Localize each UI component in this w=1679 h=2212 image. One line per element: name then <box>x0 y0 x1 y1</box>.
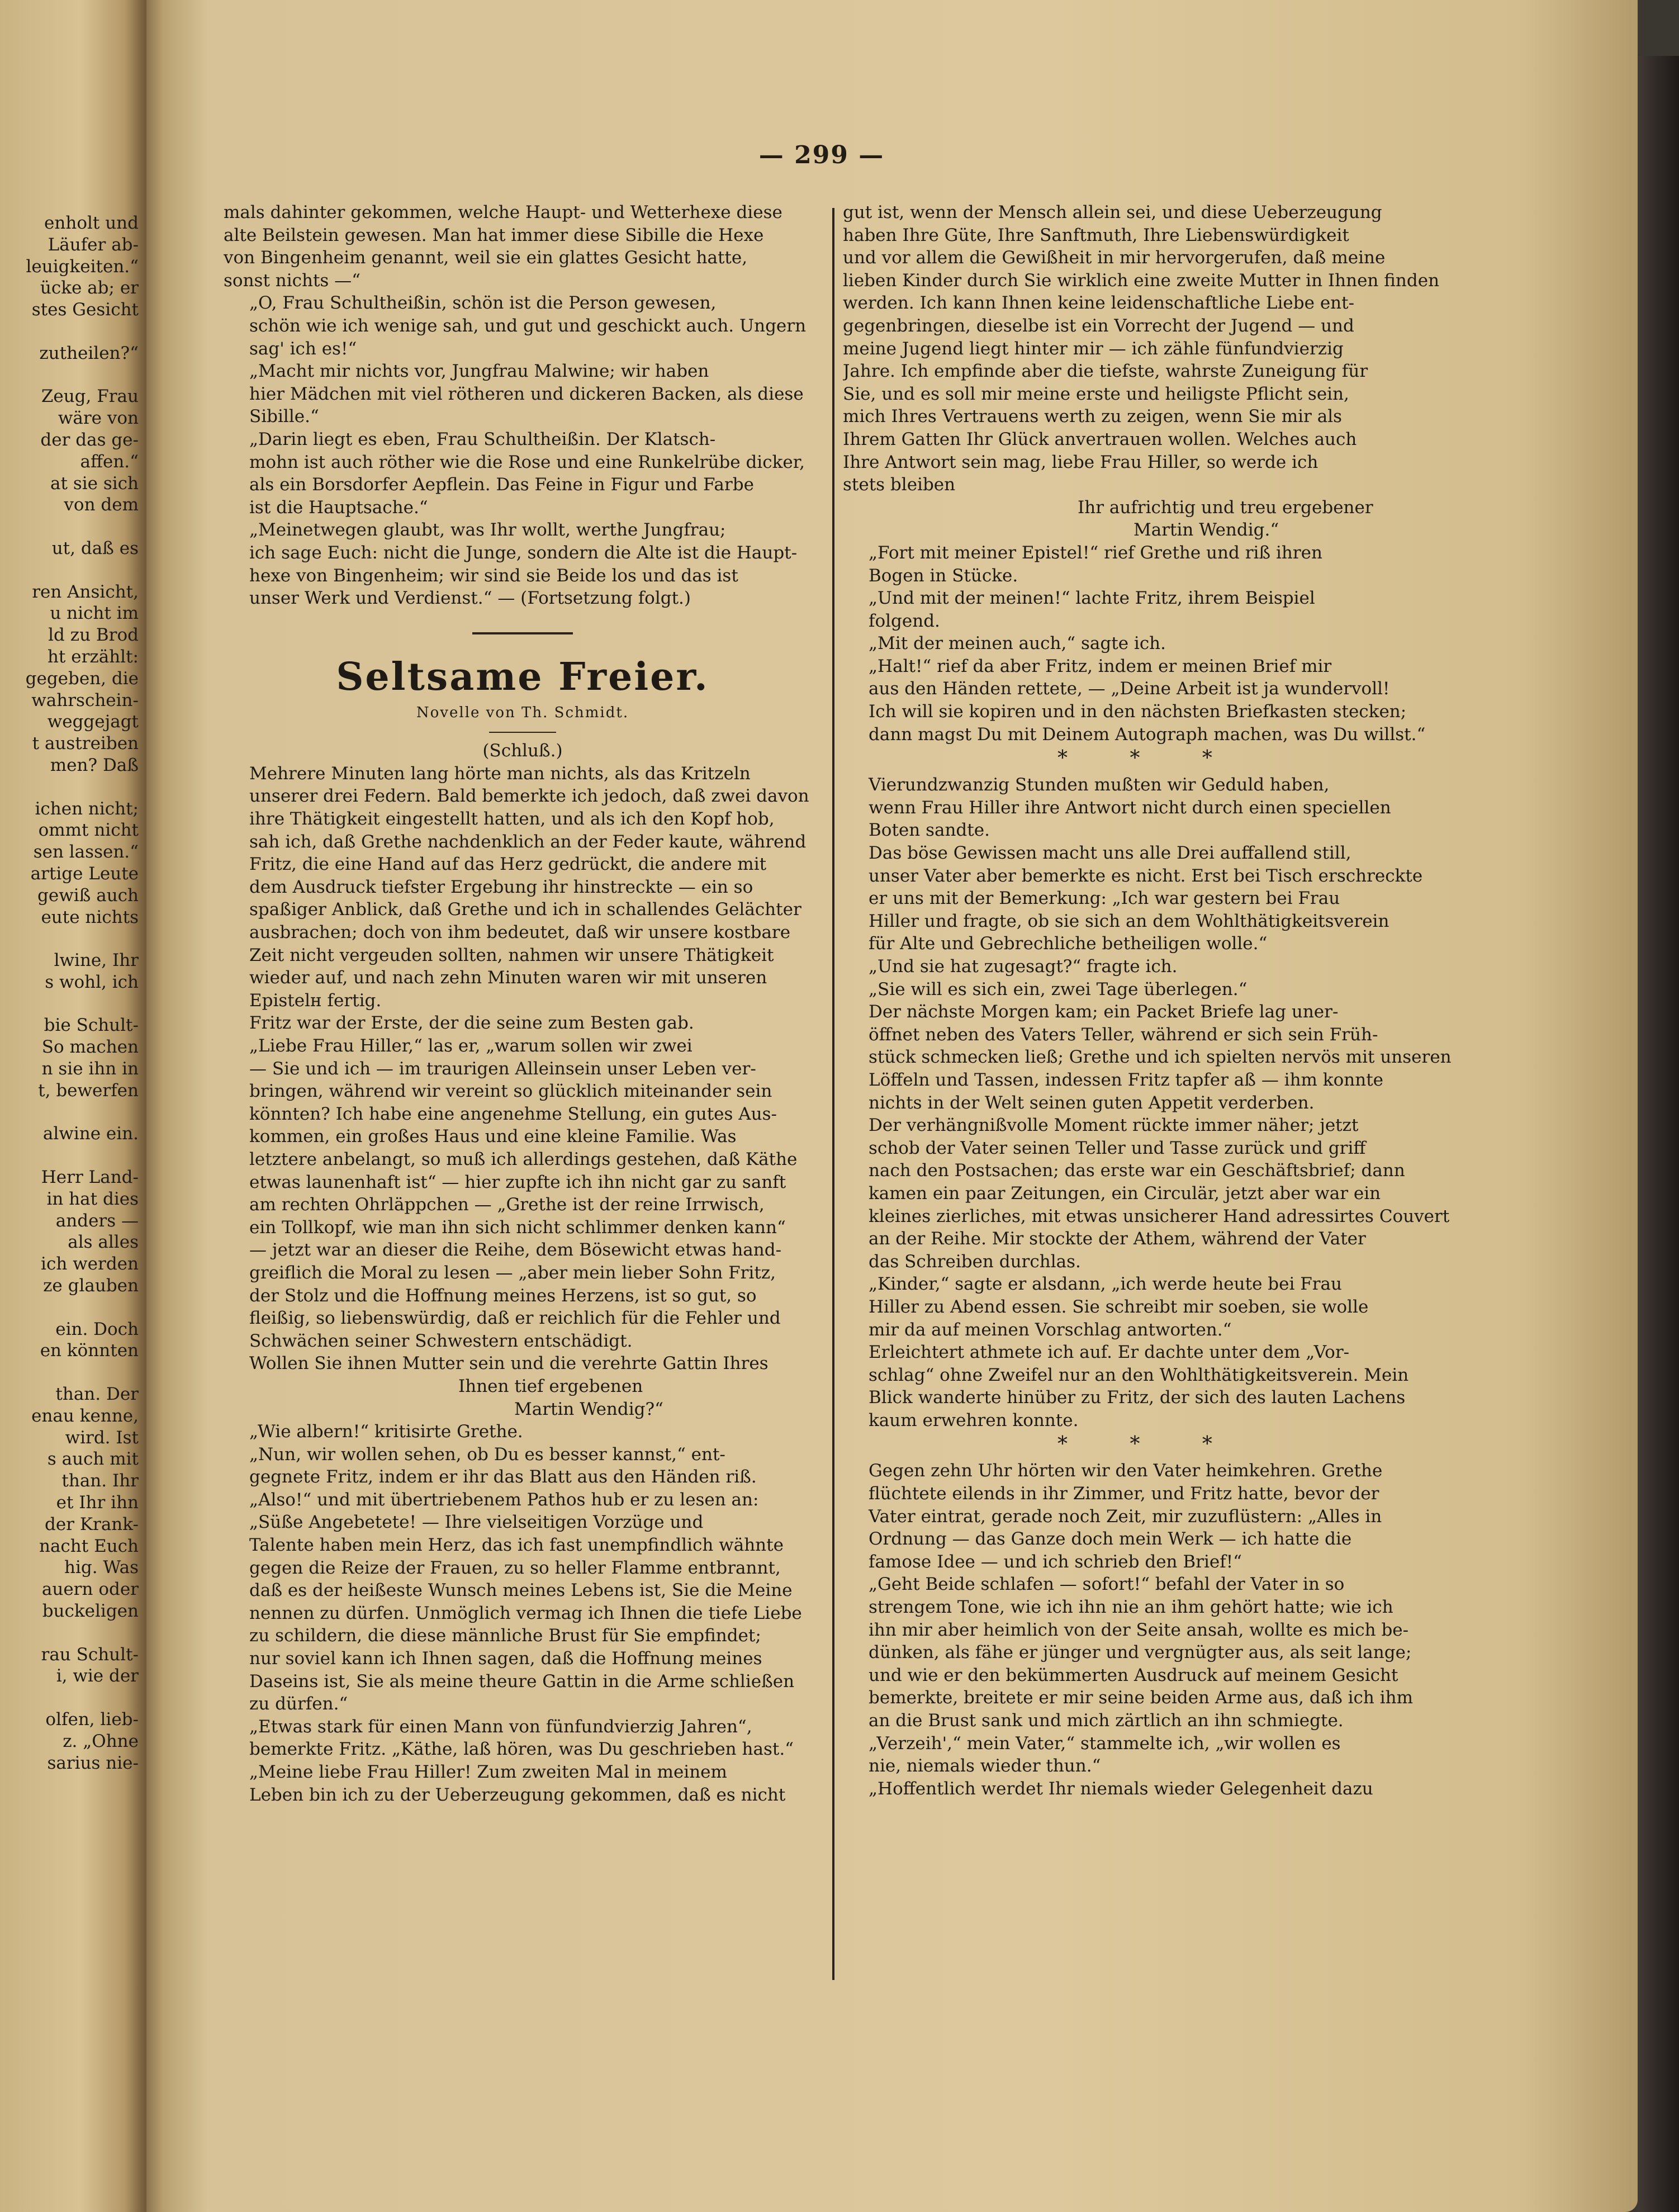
fragment-line: gegeben, die <box>25 668 139 689</box>
text-line: nennen zu dürfen. Unmöglich vermag ich Ihnen die tiefe Liebe <box>249 1603 802 1623</box>
fragment-line: ren Ansicht, <box>32 581 139 602</box>
text-line: Mehrere Minuten lang hörte man nichts, als das Kritzeln <box>249 763 751 784</box>
fragment-line <box>0 516 146 538</box>
text-line: etwas launenhaft ist“ — hier zupfte ich ihn nicht gar zu sanft <box>249 1172 786 1192</box>
left-page <box>0 0 146 2212</box>
text-line: Das böse Gewissen macht uns alle Drei auffallend still, <box>869 843 1351 864</box>
text-line: Vater eintrat, gerade noch Zeit, mir zuzuflüstern: „Alles in <box>869 1506 1382 1527</box>
fragment-line: en könnten <box>40 1341 139 1361</box>
text-line: Talente haben mein Herz, das ich fast unempfindlich wähnte <box>249 1535 784 1556</box>
paragraph <box>224 1716 822 1761</box>
text-line: für Alte und Gebrechliche betheiligen wolle.“ <box>869 934 1268 954</box>
text-line: stück schmecken ließ; Grethe und ich spielten nervös mit unseren <box>869 1047 1452 1068</box>
paragraph <box>843 1573 1455 1732</box>
fragment-line: der das ge- <box>40 429 139 450</box>
text-line: alte Beilstein gewesen. Man hat immer diese Sibille die Hexe <box>224 225 764 245</box>
text-line: „Macht mir nichts vor, Jungfrau Malwine; wir haben <box>249 361 709 382</box>
text-line: nach den Postsachen; das erste war ein Geschäftsbrief; dann <box>869 1161 1405 1181</box>
text-line: ich sage Euch: nicht die Junge, sondern die Alte ist die Haupt- <box>249 542 798 563</box>
text-line: Der verhängnißvolle Moment rückte immer näher; jetzt <box>869 1115 1359 1136</box>
fragment-line: So machen <box>41 1037 139 1058</box>
text-line: zu schildern, die diese männliche Brust für Sie empfindet; <box>249 1626 761 1646</box>
paragraph <box>843 1001 1455 1114</box>
paragraph <box>843 774 1455 842</box>
text-line: am rechten Ohrläppchen — „Grethe ist der reine Irrwisch, <box>249 1195 765 1215</box>
text-line: Fritz war der Erste, der die seine zum Besten gab. <box>249 1013 694 1034</box>
text-line: Jahre. Ich empfinde aber die tiefste, wahrste Zuneigung für <box>843 361 1368 382</box>
fragment-line <box>0 928 146 950</box>
fragment-line: wäre von <box>58 408 139 429</box>
paragraph <box>224 1443 822 1512</box>
paragraph <box>224 292 822 360</box>
text-line: das Schreiben durchlas. <box>869 1251 1081 1272</box>
text-line: folgend. <box>869 610 940 631</box>
signature-name: Martin Wendig.“ <box>1133 520 1279 541</box>
text-line: fleißig, so liebenswürdig, daß er reichlich für die Fehler und <box>249 1308 781 1329</box>
text-line: ausbrachen; doch von ihm bedeutet, daß wir unsere kostbare <box>249 922 791 943</box>
text-line: kommen, ein großes Haus und eine kleine Familie. Was <box>249 1126 737 1147</box>
fragment-line <box>0 560 146 581</box>
text-line: „O, Frau Schultheißin, schön ist die Person gewesen, <box>249 293 717 314</box>
fragment-line: enholt und <box>44 213 139 233</box>
fragment-line: et Ihr ihn <box>56 1493 139 1513</box>
paragraph <box>843 587 1455 632</box>
text-line: Ordnung — das Ganze doch mein Werk — ich hatte die <box>869 1529 1352 1550</box>
fragment-line <box>0 993 146 1015</box>
section-break-asterisks: * * * <box>1057 1433 1240 1456</box>
paragraph <box>224 762 822 1012</box>
column-divider <box>832 208 834 1980</box>
text-line: „Geht Beide schlafen — sofort!“ befahl der Vater in so <box>869 1574 1345 1595</box>
text-line: gegnete Fritz, indem er ihr das Blatt aus den Händen riß. <box>249 1467 757 1488</box>
text-line: kamen ein paar Zeitungen, ein Circulär, jetzt aber war ein <box>869 1183 1381 1204</box>
text-line: nichts in der Welt seinen guten Appetit verderben. <box>869 1092 1315 1113</box>
text-line: von Bingenheim genannt, weil sie ein glattes Gesicht hatte, <box>224 248 748 268</box>
fragment-line: anders — <box>55 1210 139 1231</box>
text-line: „Also!“ und mit übertriebenem Pathos hub er zu lesen an: <box>249 1489 759 1510</box>
fragment-line: u nicht im <box>50 603 139 624</box>
text-line: ihre Thätigkeit eingestellt hatten, und als ich den Kopf hob, <box>249 809 775 830</box>
paragraph <box>224 428 822 519</box>
paragraph <box>843 201 1455 496</box>
text-line: flüchtete eilends in ihr Zimmer, und Fritz hatte, bevor der <box>869 1484 1379 1504</box>
text-line: Fritz, die eine Hand auf das Herz gedrückt, die andere mit <box>249 854 767 875</box>
text-line: „Etwas stark für einen Mann von fünfundvierzig Jahren“, <box>249 1716 752 1737</box>
text-line: „Hoffentlich werdet Ihr niemals wieder Gelegenheit dazu <box>869 1778 1373 1799</box>
paragraph <box>224 1352 822 1375</box>
text-line: dann magst Du mit Deinem Autograph machen, was Du willst.“ <box>869 724 1426 745</box>
paragraph <box>843 655 1455 746</box>
text-line: unserer drei Federn. Bald bemerkte ich jedoch, daß zwei davon <box>249 786 809 807</box>
left-page-text <box>0 212 146 1774</box>
text-line: Wollen Sie ihnen Mutter sein und die verehrte Gattin Ihres <box>249 1353 769 1374</box>
section-break-asterisks: * * * <box>1057 747 1240 770</box>
signature-line: Ihr aufrichtig und treu ergebener <box>1078 497 1373 518</box>
text-line: meine Jugend liegt hinter mir — ich zähle fünfundvierzig <box>843 338 1344 359</box>
fragment-line: alwine ein. <box>42 1124 139 1144</box>
text-line: der Stolz und die Hoffnung meines Herzens, ist so gut, so <box>249 1285 757 1306</box>
fragment-line: enau kenne, <box>31 1405 139 1426</box>
text-line: „Halt!“ rief da aber Fritz, indem er meinen Brief mir <box>869 656 1332 676</box>
fragment-line: at sie sich <box>50 473 139 494</box>
text-line: bringen, während wir vereint so glücklich miteinander sein <box>249 1081 772 1102</box>
fragment-line: rau Schult- <box>41 1644 139 1665</box>
text-line: öffnet neben des Vaters Teller, während er sich sein Früh- <box>869 1024 1378 1045</box>
signature-line: Ihnen tief ergebenen <box>458 1376 643 1396</box>
paragraph <box>843 842 1455 955</box>
text-line: bemerkte, breitete er mir seine beiden Arme aus, daß ich ihm <box>869 1688 1414 1708</box>
text-line: lieben Kinder durch Sie wirklich eine zweite Mutter in Ihnen finden <box>843 270 1440 291</box>
fragment-line: stes Gesicht <box>31 300 139 320</box>
section-separator <box>472 632 573 634</box>
fragment-line: in hat dies <box>46 1188 139 1209</box>
text-line: mals dahinter gekommen, welche Haupt- und Wetterhexe diese <box>224 202 782 222</box>
text-line: greiflich die Moral zu lesen — „aber mein lieber Sohn Fritz, <box>249 1262 776 1283</box>
column-left <box>224 201 822 1806</box>
paragraph <box>843 1341 1455 1432</box>
text-line: „Nun, wir wollen sehen, ob Du es besser kannst,“ ent- <box>249 1444 725 1465</box>
paragraph <box>843 1273 1455 1341</box>
fragment-line <box>0 1622 146 1644</box>
text-line: Gegen zehn Uhr hörten wir den Vater heimkehren. Grethe <box>869 1461 1383 1481</box>
text-line: ist die Hauptsache.“ <box>249 497 428 518</box>
text-line: famose Idee — und ich schrieb den Brief!“ <box>869 1551 1242 1572</box>
text-line: Epistelн fertig. <box>249 990 382 1011</box>
paragraph <box>224 1035 822 1352</box>
text-line: „Mit der meinen auch,“ sagte ich. <box>869 633 1166 654</box>
fragment-line: t, bewerfen <box>38 1080 139 1101</box>
paragraph <box>843 1460 1455 1573</box>
text-line: Der nächste Morgen kam; ein Packet Briefe lag uner- <box>869 1002 1339 1022</box>
fragment-line: eute nichts <box>41 907 139 927</box>
text-line: Hiller und fragte, ob sie sich an dem Wohlthätigkeitsverein <box>869 911 1389 931</box>
text-line: „Kinder,“ sagte er alsdann, „ich werde heute bei Frau <box>869 1274 1343 1295</box>
text-line: schlag“ ohne Zweifel nur an den Wohlthätigkeitsverein. Mein <box>869 1365 1409 1385</box>
text-line: wieder auf, und nach zehn Minuten waren wir mit unseren <box>249 968 767 988</box>
fragment-line: ut, daß es <box>51 538 139 558</box>
paragraph <box>224 1012 822 1035</box>
text-line: mohn ist auch röther wie die Rose und eine Runkelrübe dicker, <box>249 452 805 472</box>
fragment-line: i, wie der <box>56 1666 139 1687</box>
fragment-line: wahrschein- <box>31 690 139 711</box>
text-line: unser Werk und Verdienst.“ — (Fortsetzung folgt.) <box>249 588 691 609</box>
fragment-line <box>0 776 146 798</box>
fragment-line: der Krank- <box>44 1514 139 1534</box>
text-line: spaßiger Anblick, daß Grethe und ich in schallendes Gelächter <box>249 899 801 920</box>
fragment-line: weggejagt <box>47 712 139 732</box>
fragment-line: affen.“ <box>80 451 139 472</box>
fragment-line: than. Der <box>55 1384 139 1405</box>
fragment-line: von dem <box>64 495 139 515</box>
fragment-line: Läufer ab- <box>48 234 139 255</box>
byline-rule <box>489 732 556 733</box>
fragment-line: hig. Was <box>64 1557 139 1578</box>
text-line: schob der Vater seinen Teller und Tasse zurück und griff <box>869 1138 1366 1158</box>
text-line: strengem Tone, wie ich ihn nie an ihm gehört hatte; wie ich <box>869 1597 1393 1618</box>
text-line: schön wie ich wenige sah, und gut und geschickt auch. Ungern <box>249 315 807 336</box>
text-line: nie, niemals wieder thun.“ <box>869 1756 1101 1777</box>
text-line: Hiller zu Abend essen. Sie schreibt mir soeben, sie wolle <box>869 1296 1369 1317</box>
text-line: stets bleiben <box>843 475 956 495</box>
text-line: „Wie albern!“ kritisirte Grethe. <box>249 1422 523 1442</box>
text-line: Sie, und es soll mir meine erste und heiligste Pflicht sein, <box>843 383 1349 404</box>
text-line: haben Ihre Güte, Ihre Sanftmuth, Ihre Liebenswürdigkeit <box>843 225 1349 245</box>
paragraph <box>843 542 1455 587</box>
text-line: Leben bin ich zu der Ueberzeugung gekommen, daß es nicht <box>249 1784 786 1805</box>
text-line: mir da auf meinen Vorschlag antworten.“ <box>869 1319 1232 1340</box>
fragment-line: als alles <box>68 1232 139 1253</box>
column-right <box>843 201 1455 1800</box>
fragment-line: leuigkeiten.“ <box>26 256 139 277</box>
text-line: mich Ihres Vertrauens werth zu zeigen, wenn Sie mir als <box>843 406 1343 427</box>
text-line: Vierundzwanzig Stunden mußten wir Geduld haben, <box>869 775 1330 795</box>
text-line: „Verzeih',“ mein Vater,“ stammelte ich, „wir wollen es <box>869 1733 1341 1754</box>
text-line: „Sie will es sich ein, zwei Tage überlegen.“ <box>869 979 1248 1000</box>
text-line: ein Tollkopf, wie man ihn sich nicht schlimmer denken kann“ <box>249 1217 786 1238</box>
fragment-line: ücke ab; er <box>40 278 139 299</box>
text-line: dem Ausdruck tiefster Ergebung ihr hinstreckte — ein so <box>249 877 753 897</box>
text-line: hexe von Bingenheim; wir sind sie Beide los und das ist <box>249 565 738 586</box>
text-line: daß es der heißeste Wunsch meines Lebens ist, Sie die Meine <box>249 1580 793 1601</box>
fragment-line: artige Leute <box>30 863 139 884</box>
story-title: Seltsame Freier. <box>336 654 709 699</box>
text-line: sag' ich es!“ <box>249 338 357 359</box>
text-line: „Meinetwegen glaubt, was Ihr wollt, werthe Jungfrau; <box>249 520 726 541</box>
fragment-line: t austreiben <box>32 733 139 754</box>
paragraph <box>843 1778 1455 1801</box>
fragment-line: ichen nicht; <box>35 798 139 819</box>
text-line: „Darin liegt es eben, Frau Schultheißin. Der Klatsch- <box>249 429 716 449</box>
fragment-line: bie Schult- <box>44 1015 139 1036</box>
text-line: Sibille.“ <box>249 406 319 427</box>
paragraph <box>224 519 822 609</box>
text-line: „Und mit der meinen!“ lachte Fritz, ihrem Beispiel <box>869 588 1315 609</box>
text-line: „Meine liebe Frau Hiller! Zum zweiten Mal in meinem <box>249 1762 727 1782</box>
text-line: ihn mir aber heimlich von der Seite ansah, wollte es mich be- <box>869 1619 1409 1640</box>
story-byline: Novelle von Th. Schmidt. <box>416 704 629 721</box>
fragment-line: ld zu Brod <box>48 625 139 646</box>
text-line: bemerkte Fritz. „Käthe, laß hören, was Du geschrieben hast.“ <box>249 1739 794 1760</box>
text-line: wenn Frau Hiller ihre Antwort nicht durch einen speciellen <box>869 797 1391 818</box>
text-line: nur soviel kann ich Ihnen sagen, daß die Hoffnung meines <box>249 1649 762 1669</box>
text-line: gegen die Reize der Frauen, zu so heller Flamme entbrannt, <box>249 1557 781 1578</box>
text-line: kaum erwehren konnte. <box>869 1410 1079 1431</box>
fragment-line <box>0 321 146 343</box>
fragment-line: than. Ihr <box>61 1471 139 1491</box>
fragment-line <box>0 364 146 386</box>
paragraph <box>224 201 822 292</box>
text-line: „Süße Angebetete! — Ihre vielseitigen Vorzüge und <box>249 1512 704 1533</box>
fragment-line: wird. Ist <box>65 1427 139 1448</box>
fragment-line: s wohl, ich <box>45 972 139 992</box>
text-line: und vor allem die Gewißheit in mir hervorgerufen, daß meine <box>843 248 1386 268</box>
text-line: er uns mit der Bemerkung: „Ich war gestern bei Frau <box>869 888 1340 909</box>
page-number: — 299 — <box>758 141 885 169</box>
text-line: unser Vater aber bemerkte es nicht. Erst bei Tisch erschreckte <box>869 865 1423 886</box>
fragment-line: z. „Ohne <box>63 1731 139 1751</box>
text-line: und wie er den bekümmerten Ausdruck auf meinem Gesicht <box>869 1665 1398 1685</box>
text-line: gut ist, wenn der Mensch allein sei, und diese Ueberzeugung <box>843 202 1382 222</box>
text-line: Ihrem Gatten Ihr Glück anvertrauen wollen. Welches auch <box>843 429 1357 449</box>
fragment-line: ommt nicht <box>38 820 139 841</box>
text-line: Boten sandte. <box>869 820 990 841</box>
text-line: aus den Händen rettete, — „Deine Arbeit ist ja wundervoll! <box>869 679 1390 699</box>
text-line: gegenbringen, dieselbe ist ein Vorrecht der Jugend — und <box>843 315 1354 336</box>
text-line: Daseins ist, Sie als meine theure Gattin in die Arme schließen <box>249 1671 795 1692</box>
text-line: Schwächen seiner Schwestern entschädigt. <box>249 1330 633 1351</box>
text-line: als ein Borsdorfer Aepflein. Das Feine in Figur und Farbe <box>249 475 754 495</box>
text-line: kleines zierliches, mit etwas unsicherer Hand adressirtes Couvert <box>869 1206 1450 1226</box>
text-line: — jetzt war an dieser die Reihe, dem Bösewicht etwas hand- <box>249 1240 782 1261</box>
text-line: werden. Ich kann Ihnen keine leidenschaftliche Liebe ent- <box>843 293 1355 314</box>
paragraph <box>224 1511 822 1715</box>
fragment-line <box>0 1687 146 1709</box>
paragraph <box>843 955 1455 978</box>
fragment-line <box>0 1102 146 1124</box>
fragment-line <box>0 1145 146 1167</box>
fragment-line: auern oder <box>41 1579 139 1600</box>
fragment-line: ze glauben <box>43 1276 139 1296</box>
paragraph <box>843 1732 1455 1778</box>
conclusion-note: (Schluß.) <box>482 741 563 761</box>
fragment-line <box>0 1297 146 1319</box>
text-line: Bogen in Stücke. <box>869 565 1018 586</box>
paragraph <box>843 1114 1455 1273</box>
fragment-line: sarius nie- <box>47 1752 139 1773</box>
fragment-line: nacht Euch <box>39 1536 139 1556</box>
text-line: sonst nichts —“ <box>224 270 361 291</box>
fragment-line: sen lassen.“ <box>33 842 139 863</box>
text-line: Ich will sie kopiren und in den nächsten Briefkasten stecken; <box>869 702 1407 722</box>
fragment-line: olfen, lieb- <box>45 1709 139 1730</box>
paragraph <box>224 1761 822 1806</box>
text-line: „Und sie hat zugesagt?“ fragte ich. <box>869 956 1178 977</box>
text-line: Zeit nicht vergeuden sollten, nahmen wir unsere Thätigkeit <box>249 945 774 965</box>
fragment-line: gewiß auch <box>37 885 139 906</box>
text-line: Löffeln und Tassen, indessen Fritz tapfer aß — ihm konnte <box>869 1069 1383 1090</box>
text-line: letztere anbelangt, so muß ich allerdings gestehen, daß Käthe <box>249 1149 798 1169</box>
text-line: Ihre Antwort sein mag, liebe Frau Hiller, so werde ich <box>843 452 1318 472</box>
text-line: hier Mädchen mit viel rötheren und dickeren Backen, als diese <box>249 383 804 404</box>
text-line: sah ich, daß Grethe nachdenklich an der Feder kaute, während <box>249 831 807 852</box>
paragraph <box>843 978 1455 1001</box>
text-line: zu dürfen.“ <box>249 1694 348 1714</box>
paragraph <box>843 632 1455 655</box>
text-line: dünken, als fähe er jünger und vergnügter aus, als seit lange; <box>869 1642 1412 1663</box>
text-line: — Sie und ich — im traurigen Alleinsein unser Leben ver- <box>249 1058 756 1079</box>
fragment-line: lwine, Ihr <box>54 950 139 971</box>
text-line: „Liebe Frau Hiller,“ las er, „warum sollen wir zwei <box>249 1036 693 1056</box>
text-line: „Fort mit meiner Epistel!“ rief Grethe und riß ihren <box>869 542 1322 563</box>
fragment-line <box>0 1362 146 1384</box>
fragment-line: ein. Doch <box>55 1319 139 1339</box>
fragment-line: ich werden <box>41 1254 139 1275</box>
paragraph <box>224 360 822 428</box>
fragment-line: zutheilen?“ <box>39 343 139 363</box>
text-line: könnten? Ich habe eine angenehme Stellung, ein gutes Aus- <box>249 1103 777 1124</box>
paragraph <box>224 1420 822 1443</box>
fragment-line: buckeligen <box>42 1601 139 1621</box>
text-line: an die Brust sank und mich zärtlich an ihn schmiegte. <box>869 1711 1344 1731</box>
text-line: an der Reihe. Mir stockte der Athem, während der Vater <box>869 1229 1366 1249</box>
text-line: Erleichtert athmete ich auf. Er dachte unter dem „Vor- <box>869 1342 1350 1363</box>
fragment-line: Herr Land- <box>41 1167 139 1188</box>
text-line: Blick wanderte hinüber zu Fritz, der sich des lauten Lachens <box>869 1387 1406 1408</box>
signature-name: Martin Wendig?“ <box>514 1399 663 1419</box>
fragment-line: s auch mit <box>47 1449 139 1470</box>
fragment-line: n sie ihn in <box>41 1059 139 1079</box>
fragment-line: ht erzählt: <box>47 646 139 667</box>
fragment-line: men? Daß <box>50 755 139 775</box>
fragment-line: Zeug, Frau <box>41 386 139 407</box>
